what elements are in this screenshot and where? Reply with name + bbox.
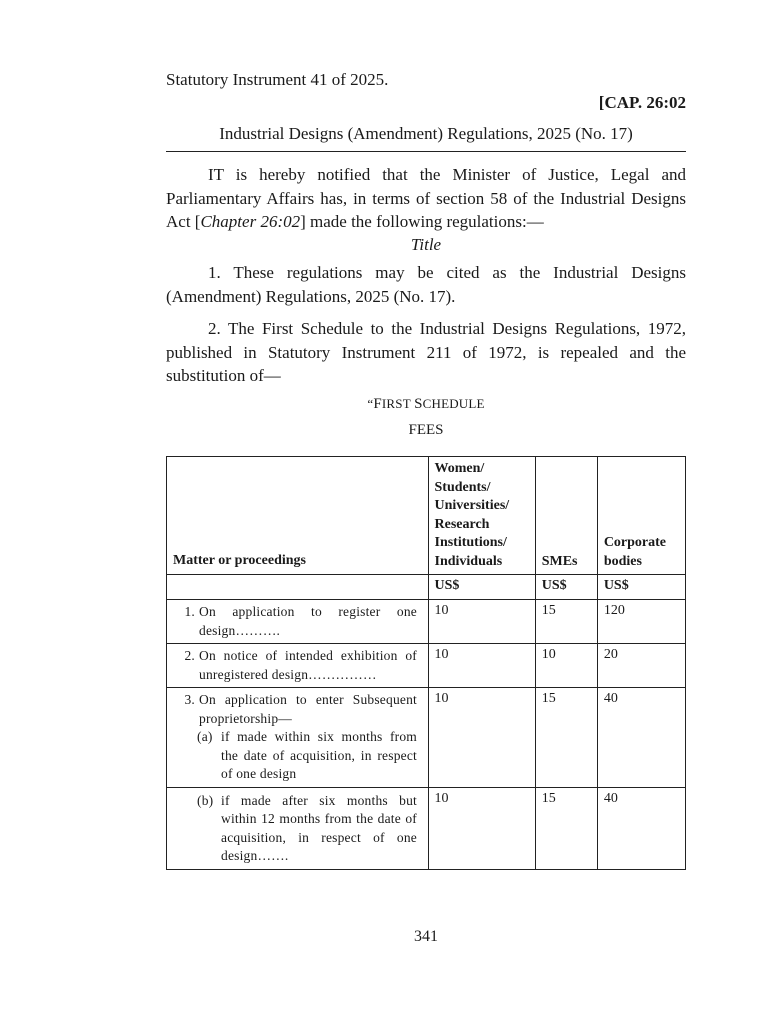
paragraph-2-text: 2. The First Schedule to the Industrial Designs Regulations, 1972, published in Statutory Instrument 211 of 1972, is repealed and the substitution of— xyxy=(166,319,686,385)
regulation-title: Industrial Designs (Amendment) Regulations, 2025 (No. 17) xyxy=(219,124,633,143)
statutory-instrument-number: Statutory Instrument 41 of 2025. xyxy=(166,70,389,89)
sub-item-label: (b) xyxy=(197,792,214,808)
schedule-word-1: IRST xyxy=(381,396,411,411)
item-text: On notice of intended exhibition of unregistered design…………… xyxy=(199,648,417,682)
paragraph-2 xyxy=(166,317,686,388)
fee-individuals: 10 xyxy=(428,644,535,688)
schedule-quote: “ xyxy=(367,396,374,411)
intro-paragraph xyxy=(166,163,686,234)
sub-item xyxy=(197,728,422,784)
table-row xyxy=(167,644,686,688)
currency-individuals: US$ xyxy=(428,575,535,600)
fees-table xyxy=(166,456,686,870)
header-corporate: Corporate bodies xyxy=(597,457,685,575)
schedule-title xyxy=(166,396,686,413)
matter-cell xyxy=(167,644,429,688)
schedule-word-2: CHEDULE xyxy=(422,396,485,411)
intro-text-a: IT is hereby notified that the Minister of Justice, Legal and Parliamentary Affairs has, in terms of section 58 of the Industrial Designs Act [ xyxy=(166,165,686,231)
document-page xyxy=(166,0,686,1024)
schedule-initial-2: S xyxy=(414,396,423,412)
item-number: 2. xyxy=(184,648,195,663)
table-row xyxy=(167,787,686,869)
chapter-reference: [CAP. 26:02 xyxy=(598,93,686,112)
currency-corporate: US$ xyxy=(597,575,685,600)
fee-smes: 10 xyxy=(535,644,597,688)
currency-smes: US$ xyxy=(535,575,597,600)
fee-smes: 15 xyxy=(535,787,597,869)
item-number: 1. xyxy=(184,604,195,619)
sub-item xyxy=(197,792,422,866)
fee-individuals: 10 xyxy=(428,600,535,644)
matter-cell xyxy=(167,600,429,644)
fee-smes: 15 xyxy=(535,600,597,644)
header-smes: SMEs xyxy=(535,457,597,575)
table-header-row xyxy=(167,457,686,575)
item-text: On application to register one design………. xyxy=(199,604,417,638)
header-matter: Matter or proceedings xyxy=(167,457,429,575)
sub-item-text: if made within six months from the date of acquisition, in respect of one design xyxy=(221,729,417,781)
paragraph-1 xyxy=(166,261,686,308)
table-row xyxy=(167,600,686,644)
currency-row xyxy=(167,575,686,600)
section-heading: Title xyxy=(410,235,442,254)
table-row xyxy=(167,688,686,788)
matter-cell xyxy=(167,688,429,788)
paragraph-1-text: 1. These regulations may be cited as the Industrial Designs (Amendment) Regulations, 2025 (No. 17). xyxy=(166,263,686,306)
schedule-initial-1: F xyxy=(373,396,382,412)
sub-item-text: if made after six months but within 12 months from the date of acquisition, in respect of one design……. xyxy=(221,792,417,863)
currency-empty-cell xyxy=(167,575,429,600)
fees-heading: FEES xyxy=(408,422,444,438)
fee-individuals: 10 xyxy=(428,688,535,788)
fee-corporate: 40 xyxy=(597,688,685,788)
fee-corporate: 40 xyxy=(597,787,685,869)
matter-cell xyxy=(167,787,429,869)
fee-corporate: 120 xyxy=(597,600,685,644)
intro-text-b: ] made the following regulations:— xyxy=(300,212,544,231)
header-rule xyxy=(166,151,686,152)
header-individuals: Women/ Students/ Universities/ Research Institutions/ Individuals xyxy=(428,457,535,575)
fee-smes: 15 xyxy=(535,688,597,788)
fee-corporate: 20 xyxy=(597,644,685,688)
page-number: 341 xyxy=(414,928,438,945)
intro-text-italic: Chapter 26:02 xyxy=(200,212,301,231)
fee-individuals: 10 xyxy=(428,787,535,869)
item-number: 3. xyxy=(184,692,195,707)
sub-item-label: (a) xyxy=(197,729,213,744)
item-text: On application to enter Subsequent proprietorship— xyxy=(199,692,417,726)
